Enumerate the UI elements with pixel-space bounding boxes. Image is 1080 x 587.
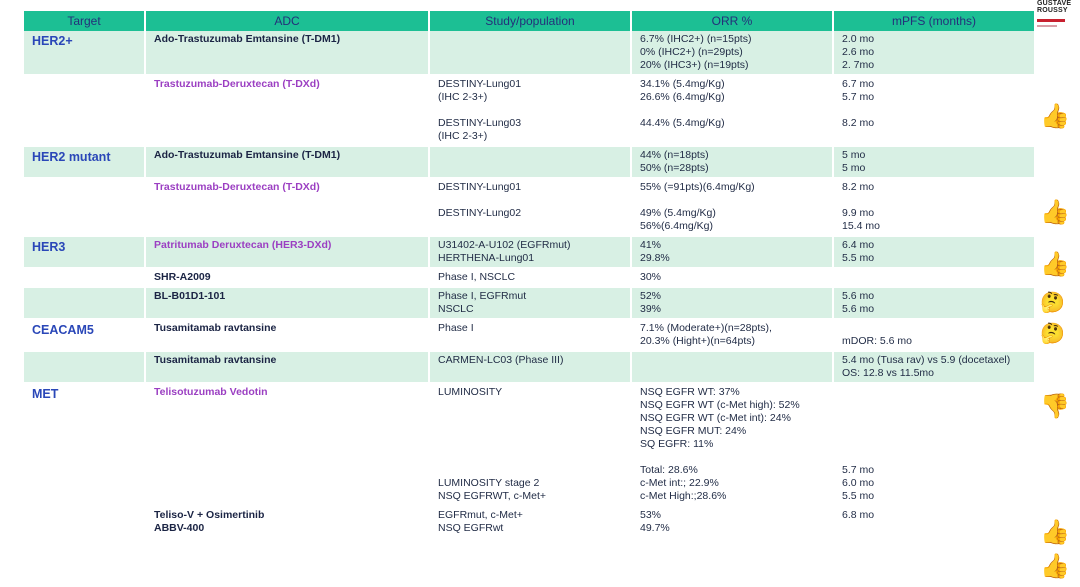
thumbs-up-icon: 👍 <box>1040 199 1070 226</box>
adc-cell: Tusamitamab ravtansine <box>145 319 429 351</box>
mpfs-line: OS: 12.8 vs 11.5mo <box>842 367 935 379</box>
study-cell <box>429 31 631 75</box>
study-cell <box>429 268 631 287</box>
orr-line: 44.4% (5.4mg/Kg) <box>640 117 725 129</box>
mpfs-line: 2. 7mo <box>842 59 875 71</box>
orr-line: 49.7% <box>640 522 670 534</box>
orr-line: 6.7% (IHC2+) (n=15pts) <box>640 33 752 45</box>
orr-line: NSQ EGFR WT (c-Met high): 52% <box>640 399 800 411</box>
table-row <box>24 506 1035 538</box>
study-line: (IHC 2-3+) <box>438 91 488 103</box>
mpfs-cell <box>833 319 1035 351</box>
adc-cell: Ado-Trastuzumab Emtansine (T-DM1) <box>145 146 429 178</box>
mpfs-line: 5.5 mo <box>842 490 875 502</box>
adc-cell: Telisotuzumab Vedotin <box>145 383 429 506</box>
spacer <box>842 322 1028 335</box>
table-row <box>24 351 1035 383</box>
mpfs-line: 15.4 mo <box>842 220 880 232</box>
target-cell: CEACAM5 <box>24 319 145 351</box>
study-cell <box>429 383 631 506</box>
orr-line: 34.1% (5.4mg/Kg) <box>640 78 725 90</box>
header-orr: ORR % <box>631 11 833 31</box>
mpfs-line: 6.0 mo <box>842 477 875 489</box>
adc-cell <box>145 506 429 538</box>
mpfs-line: 6.4 mo <box>842 239 875 251</box>
orr-cell <box>631 351 833 383</box>
study-line: Phase I, EGFRmut <box>438 290 527 302</box>
thinking-face-icon: 🤔 <box>1040 292 1065 314</box>
adc-line: Teliso-V + Osimertinib <box>154 509 265 521</box>
adc-table <box>24 11 1036 539</box>
header-row <box>24 11 1035 31</box>
spacer <box>842 194 1028 207</box>
logo-subbar <box>1037 25 1057 27</box>
study-cell <box>429 319 631 351</box>
orr-cell <box>631 383 833 506</box>
thumbs-up-icon: 👍 <box>1040 519 1070 546</box>
spacer <box>438 104 624 117</box>
target-cell: HER3 <box>24 236 145 268</box>
thumbs-up-icon: 👍 <box>1040 251 1070 278</box>
adc-cell: Trastuzumab-Deruxtecan (T-DXd) <box>145 75 429 146</box>
mpfs-line: 8.2 mo <box>842 117 875 129</box>
mpfs-line: 5.7 mo <box>842 91 875 103</box>
orr-line: 29.8% <box>640 252 670 264</box>
orr-line: NSQ EGFR MUT: 24% <box>640 425 747 437</box>
study-cell <box>429 351 631 383</box>
table-row <box>24 383 1035 506</box>
mpfs-line: 5.4 mo (Tusa rav) vs 5.9 (docetaxel) <box>842 354 1011 366</box>
mpfs-line: 5.5 mo <box>842 252 875 264</box>
orr-line: 53% <box>640 509 662 521</box>
orr-line: 52% <box>640 290 662 302</box>
study-line: CARMEN-LC03 (Phase III) <box>438 354 564 366</box>
spacer <box>640 104 826 117</box>
table-row <box>24 287 1035 319</box>
adc-cell: BL-B01D1-101 <box>145 287 429 319</box>
mpfs-line: 5.6 mo <box>842 303 875 315</box>
mpfs-cell <box>833 178 1035 236</box>
study-line: NSQ EGFRwt <box>438 522 504 534</box>
mpfs-line: 5.6 mo <box>842 290 875 302</box>
header-target: Target <box>24 11 145 31</box>
orr-line: 49% (5.4mg/Kg) <box>640 207 716 219</box>
orr-line: 20.3% (Hight+)(n=64pts) <box>640 335 755 347</box>
orr-line: NSQ EGFR WT: 37% <box>640 386 740 398</box>
spacer <box>640 451 826 464</box>
study-cell <box>429 178 631 236</box>
spacer <box>438 464 624 477</box>
mpfs-line: 5 mo <box>842 149 866 161</box>
mpfs-cell <box>833 75 1035 146</box>
orr-line: 41% <box>640 239 662 251</box>
header-adc: ADC <box>145 11 429 31</box>
target-cell: HER2+ <box>24 31 145 75</box>
mpfs-line: 5 mo <box>842 162 866 174</box>
study-line: HERTHENA-Lung01 <box>438 252 535 264</box>
orr-line: 26.6% (6.4mg/Kg) <box>640 91 725 103</box>
target-cell <box>24 287 145 319</box>
orr-line: 20% (IHC3+) (n=19pts) <box>640 59 749 71</box>
study-line: NSCLC <box>438 303 474 315</box>
table-row <box>24 319 1035 351</box>
mpfs-cell <box>833 287 1035 319</box>
table-row <box>24 75 1035 146</box>
target-cell <box>24 351 145 383</box>
orr-line: Total: 28.6% <box>640 464 698 476</box>
mpfs-line: 9.9 mo <box>842 207 875 219</box>
table-row <box>24 146 1035 178</box>
study-cell <box>429 146 631 178</box>
target-cell: MET <box>24 383 145 506</box>
mpfs-line: 2.6 mo <box>842 46 875 58</box>
orr-line: 50% (n=28pts) <box>640 162 709 174</box>
orr-line: 44% (n=18pts) <box>640 149 709 161</box>
orr-cell <box>631 178 833 236</box>
orr-line: 39% <box>640 303 662 315</box>
target-cell <box>24 178 145 236</box>
mpfs-cell <box>833 236 1035 268</box>
spacer <box>438 399 624 464</box>
study-cell <box>429 75 631 146</box>
study-line: (IHC 2-3+) <box>438 130 488 142</box>
table-row <box>24 236 1035 268</box>
target-cell <box>24 268 145 287</box>
table-row <box>24 31 1035 75</box>
thumbs-down-icon: 👎 <box>1040 393 1070 420</box>
orr-cell <box>631 146 833 178</box>
mpfs-cell <box>833 351 1035 383</box>
spacer <box>438 194 624 207</box>
target-cell <box>24 75 145 146</box>
study-line: DESTINY-Lung01 <box>438 181 522 193</box>
mpfs-line: 6.8 mo <box>842 509 875 521</box>
mpfs-cell <box>833 146 1035 178</box>
orr-cell <box>631 319 833 351</box>
logo-bar <box>1037 19 1065 22</box>
target-cell: HER2 mutant <box>24 146 145 178</box>
study-line: DESTINY-Lung02 <box>438 207 522 219</box>
study-line: NSQ EGFRWT, c-Met+ <box>438 490 547 502</box>
logo-text: GUSTAVE ROUSSY <box>1037 0 1072 14</box>
orr-line: 30% <box>640 271 662 283</box>
header-study: Study/population <box>429 11 631 31</box>
study-line: Phase I, NSCLC <box>438 271 516 283</box>
study-cell <box>429 287 631 319</box>
orr-line: SQ EGFR: 11% <box>640 438 714 450</box>
target-cell <box>24 506 145 538</box>
adc-cell: SHR-A2009 <box>145 268 429 287</box>
thumbs-up-icon: 👍 <box>1040 553 1070 580</box>
study-line: Phase I <box>438 322 474 334</box>
spacer <box>842 104 1028 117</box>
header-mpfs: mPFS (months) <box>833 11 1035 31</box>
study-line: U31402-A-U102 (EGFRmut) <box>438 239 571 251</box>
orr-cell <box>631 287 833 319</box>
mpfs-line: 5.7 mo <box>842 464 875 476</box>
adc-cell: Trastuzumab-Deruxtecan (T-DXd) <box>145 178 429 236</box>
study-line: EGFRmut, c-Met+ <box>438 509 523 521</box>
adc-cell: Ado-Trastuzumab Emtansine (T-DM1) <box>145 31 429 75</box>
orr-cell <box>631 506 833 538</box>
mpfs-cell <box>833 383 1035 506</box>
spacer <box>842 386 1028 464</box>
orr-cell <box>631 31 833 75</box>
mpfs-cell <box>833 31 1035 75</box>
orr-line: 7.1% (Moderate+)(n=28pts), <box>640 322 772 334</box>
study-cell <box>429 506 631 538</box>
mpfs-cell <box>833 268 1035 287</box>
mpfs-line: mDOR: 5.6 mo <box>842 335 913 347</box>
table-row <box>24 178 1035 236</box>
orr-line: NSQ EGFR WT (c-Met int): 24% <box>640 412 791 424</box>
mpfs-line: 8.2 mo <box>842 181 875 193</box>
adc-cell: Patritumab Deruxtecan (HER3-DXd) <box>145 236 429 268</box>
study-line: DESTINY-Lung03 <box>438 117 522 129</box>
orr-cell <box>631 268 833 287</box>
mpfs-cell <box>833 506 1035 538</box>
orr-cell <box>631 75 833 146</box>
orr-line: c-Met High:;28.6% <box>640 490 727 502</box>
orr-line: 0% (IHC2+) (n=29pts) <box>640 46 743 58</box>
orr-line: 55% (=91pts)(6.4mg/Kg) <box>640 181 755 193</box>
orr-line: 56%(6.4mg/Kg) <box>640 220 713 232</box>
mpfs-line: 6.7 mo <box>842 78 875 90</box>
thumbs-up-icon: 👍 <box>1040 103 1070 130</box>
orr-cell <box>631 236 833 268</box>
study-line: LUMINOSITY <box>438 386 503 398</box>
adc-line: ABBV-400 <box>154 522 205 534</box>
study-line: DESTINY-Lung01 <box>438 78 522 90</box>
mpfs-line: 2.0 mo <box>842 33 875 45</box>
orr-line: c-Met int:; 22.9% <box>640 477 719 489</box>
study-line: LUMINOSITY stage 2 <box>438 477 540 489</box>
gustave-roussy-logo <box>1037 0 1077 42</box>
adc-cell: Tusamitamab ravtansine <box>145 351 429 383</box>
study-cell <box>429 236 631 268</box>
spacer <box>640 194 826 207</box>
table-row <box>24 268 1035 287</box>
thinking-face-icon: 🤔 <box>1040 323 1065 345</box>
